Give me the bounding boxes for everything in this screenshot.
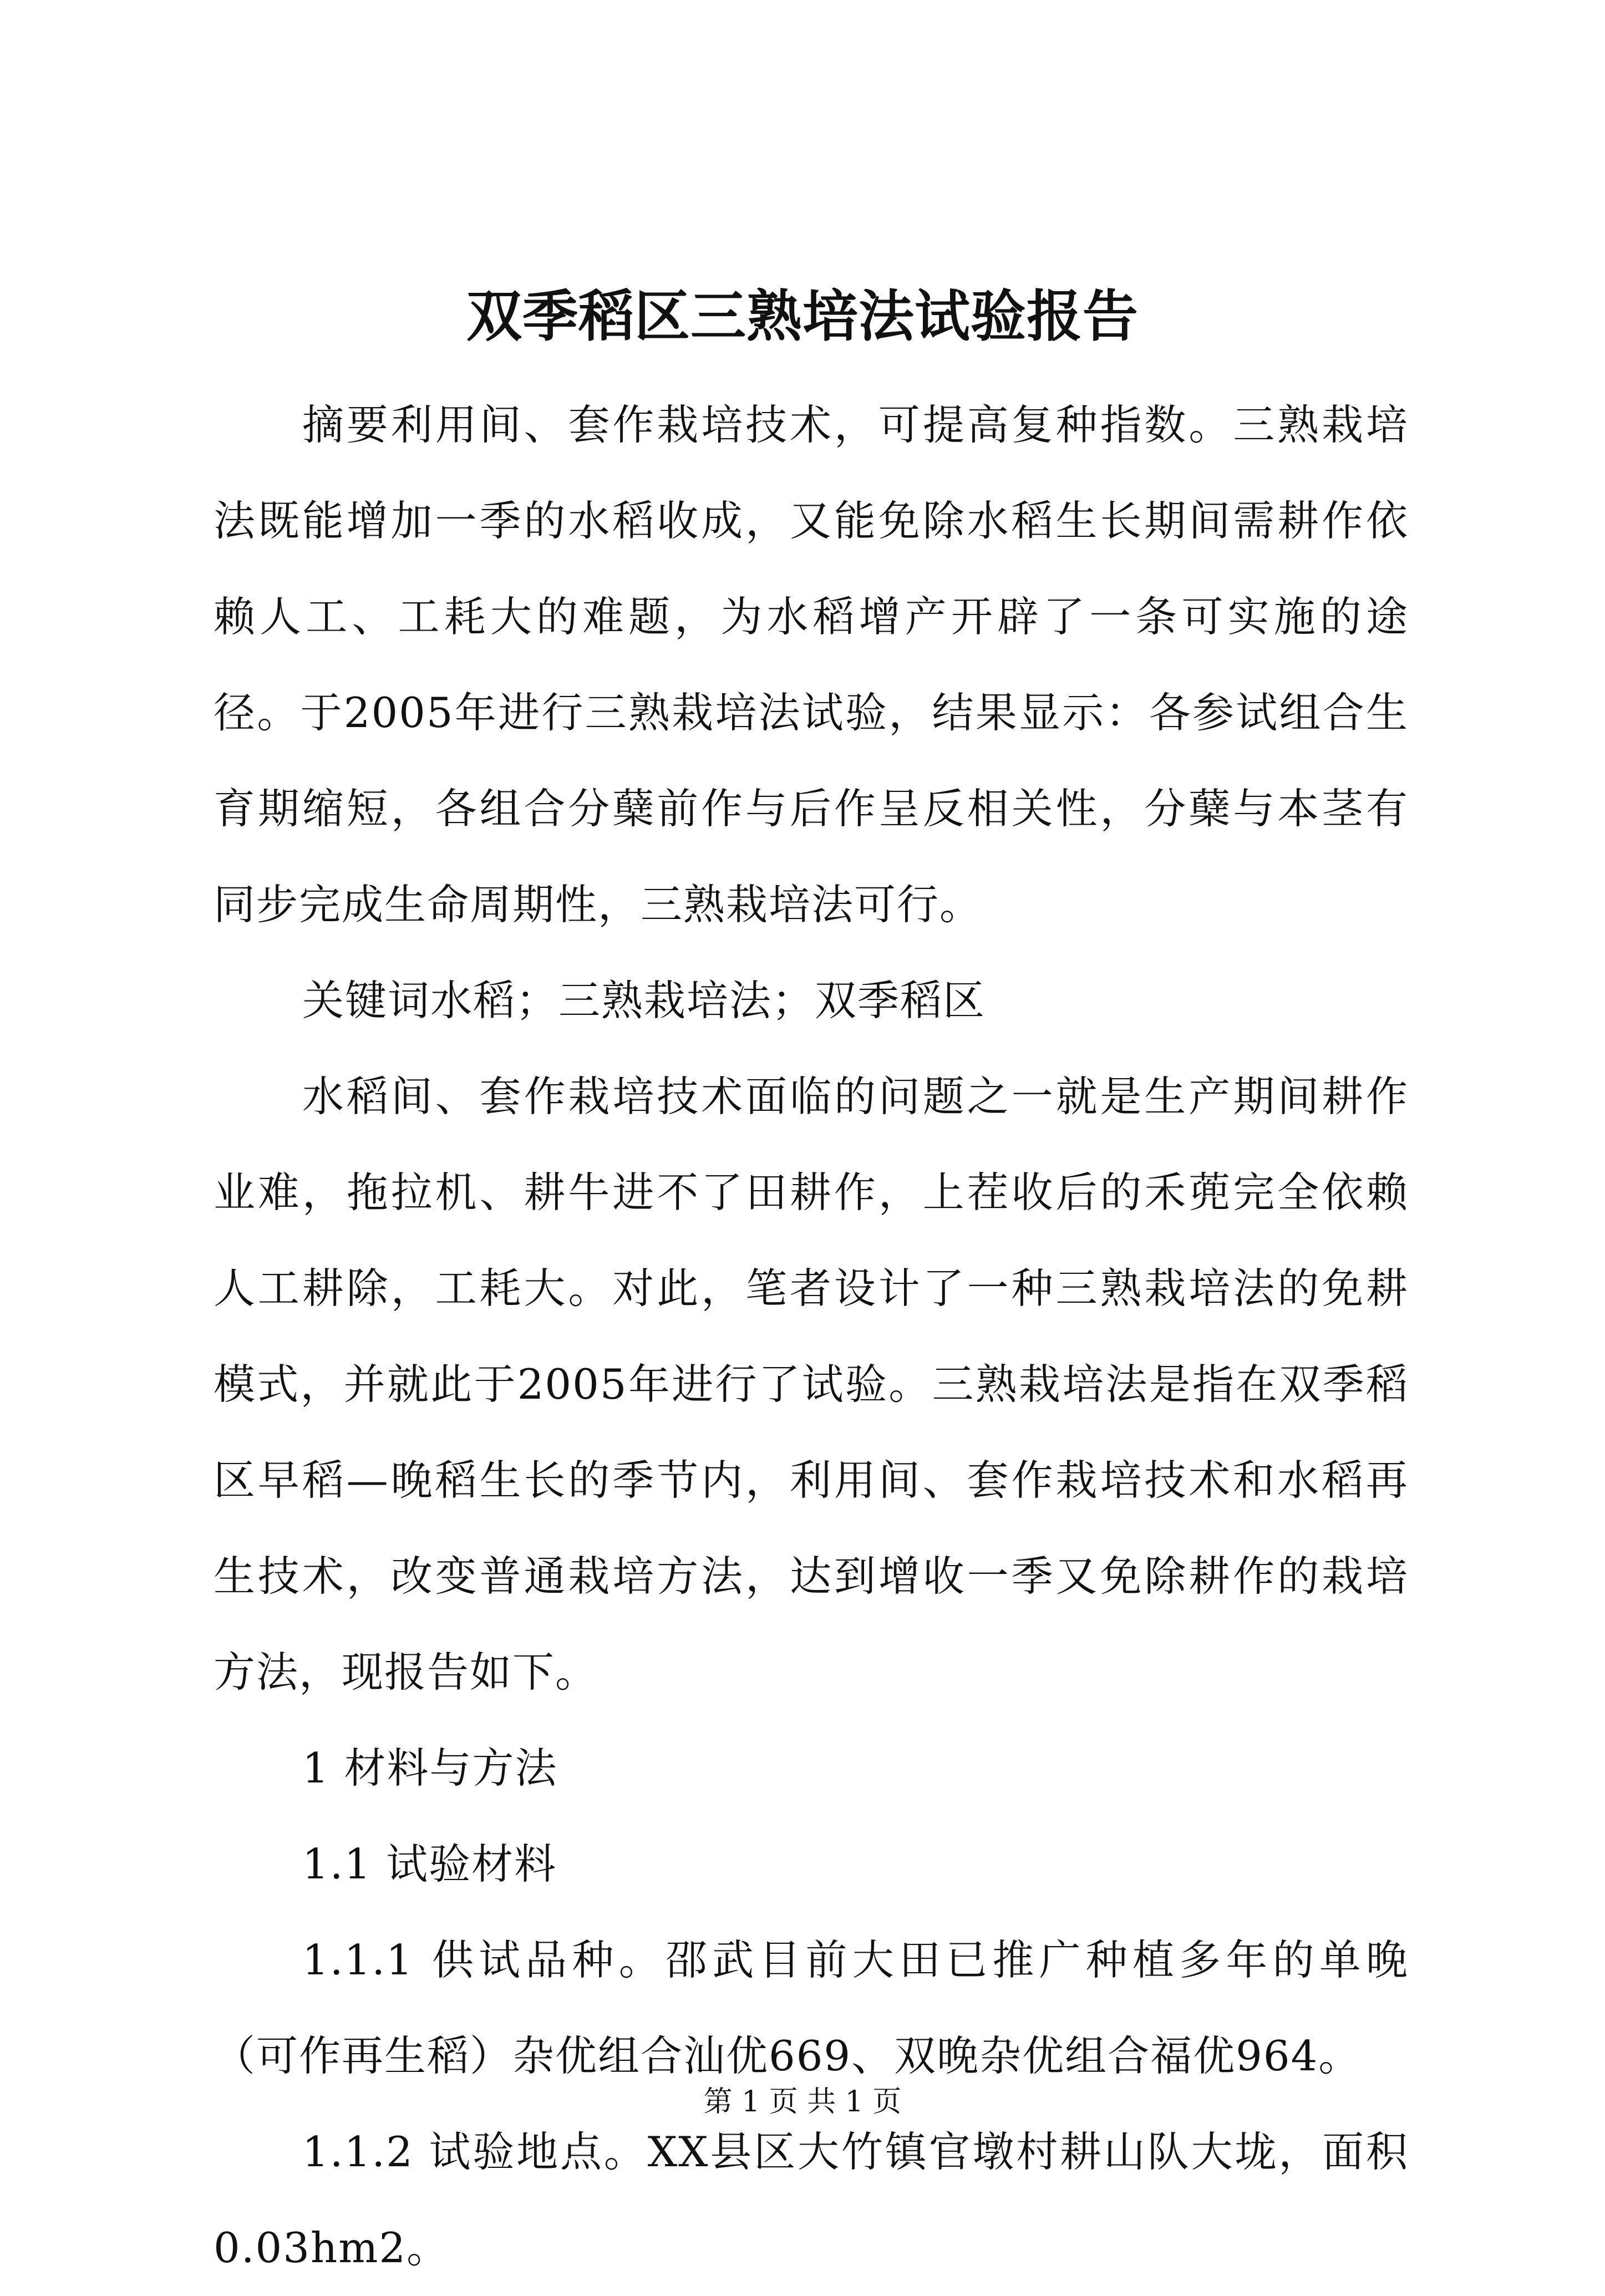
test-location-paragraph: 1.1.2 试验地点。XX县区大竹镇官墩村耕山队大垅，面积0.03hm2。 xyxy=(214,2127,1409,2272)
test-varieties-paragraph: 1.1.1 供试品种。邵武目前大田已推广种植多年的单晚（可作再生稻）杂优组合汕优669、双晚杂优组合福优964。 xyxy=(214,1936,1409,2080)
keywords-paragraph: 关键词水稻；三熟栽培法；双季稻区 xyxy=(302,976,986,1025)
section-heading-materials-methods: 1 材料与方法 xyxy=(302,1744,558,1792)
page-footer: 第 1 页 共 1 页 xyxy=(703,2085,902,2119)
document-body xyxy=(214,377,1409,2296)
document-title: 双季稻区三熟培法试验报告 xyxy=(466,283,1139,349)
subsection-heading-test-materials: 1.1 试验材料 xyxy=(302,1840,557,1888)
abstract-paragraph: 摘要利用间、套作栽培技术，可提高复种指数。三熟栽培法既能增加一季的水稻收成，又能免除水稻生长期间需耕作依赖人工、工耗大的难题，为水稻增产开辟了一条可实施的途径。于2005年进行三熟栽培法试验，结果显示：各参试组合生育期缩短，各组合分蘖前作与后作呈反相关性，分蘖与本茎有同步完成生命周期性，三熟栽培法可行。 xyxy=(214,400,1409,929)
introduction-paragraph: 水稻间、套作栽培技术面临的问题之一就是生产期间耕作业难，拖拉机、耕牛进不了田耕作，上茬收后的禾蔸完全依赖人工耕除，工耗大。对此，笔者设计了一种三熟栽培法的免耕模式，并就此于2005年进行了试验。三熟栽培法是指在双季稻区早稻—晚稻生长的季节内，利用间、套作栽培技术和水稻再生技术，改变普通栽培方法，达到增收一季又免除耕作的栽培方法，现报告如下。 xyxy=(214,1072,1409,1696)
